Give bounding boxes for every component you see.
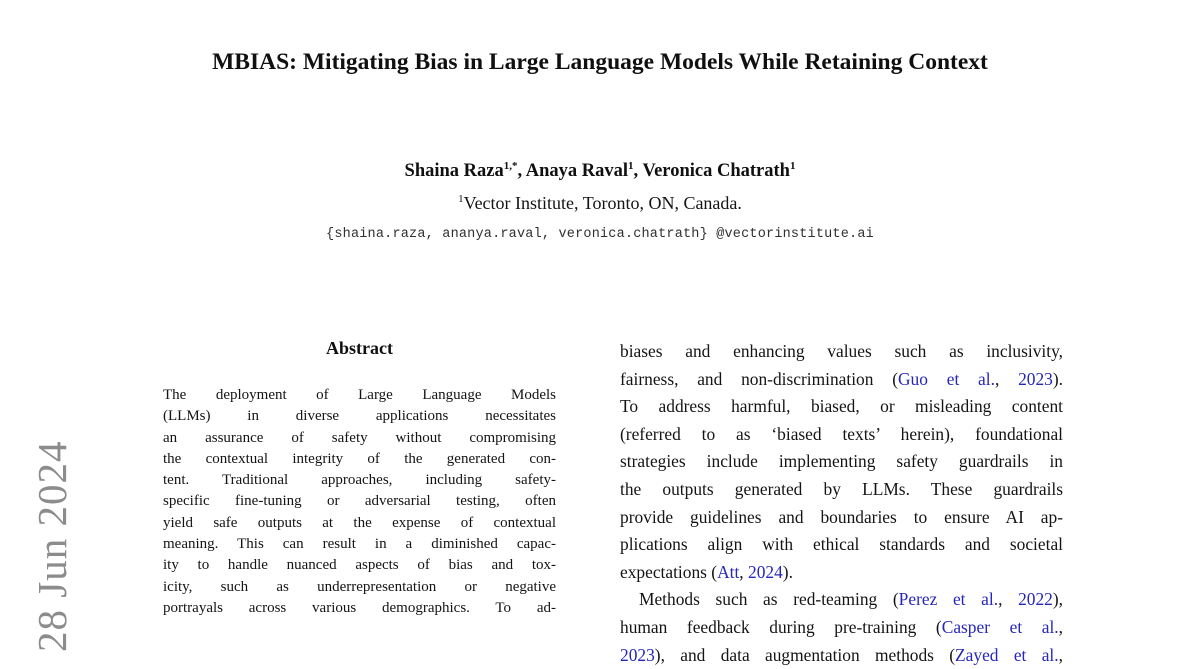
abstract-line: icity, such as underrepresentation or negative (163, 578, 556, 595)
body-text-segment: human feedback during pre-training ( (620, 616, 942, 637)
body-text-segment: , (1058, 616, 1063, 637)
affiliation-text: Vector Institute, Toronto, ON, Canada. (463, 193, 742, 213)
body-text-segment: the outputs generated by LLMs. These guardrails (620, 478, 1063, 499)
body-text-line (620, 614, 1063, 642)
citation-link[interactable]: Guo et al. (898, 368, 995, 389)
abstract-text (163, 385, 556, 619)
body-text-segment: fairness, and non-discrimination ( (620, 368, 898, 389)
body-text-segment: ). (782, 561, 793, 582)
body-text-line (620, 476, 1063, 504)
body-text-segment: ). (1052, 368, 1063, 389)
arxiv-date-watermark: 28 Jun 2024 (29, 440, 75, 652)
body-text-segment: ), and data augmentation methods ( (654, 644, 956, 665)
abstract-line: yield safe outputs at the expense of contextual (163, 514, 556, 531)
abstract-line: specific fine-tuning or adversarial testing, often (163, 493, 556, 510)
citation-link[interactable]: Zayed et al. (955, 644, 1059, 665)
author-name: Veronica Chatrath (642, 161, 790, 181)
citation-link[interactable]: 2022 (1018, 589, 1053, 610)
citation-link[interactable]: 2024 (748, 561, 783, 582)
body-column (620, 338, 1063, 669)
citation-link[interactable]: 2023 (1018, 368, 1053, 389)
body-text-line (620, 586, 1063, 614)
abstract-column (163, 336, 556, 619)
abstract-line: the contextual integrity of the generated con- (163, 450, 556, 467)
body-text-segment: (referred to as ‘biased texts’ herein), foundational (620, 423, 1063, 444)
author-name: Anaya Raval (525, 161, 629, 181)
abstract-line: an assurance of safety without compromising (163, 429, 556, 446)
citation-link[interactable]: 2023 (620, 644, 655, 665)
body-text-line (620, 366, 1063, 394)
email-line: {shaina.raza, ananya.raval, veronica.chatrath} @vectorinstitute.ai (326, 227, 874, 242)
body-text-segment: , (998, 589, 1019, 610)
body-text-segment: To address harmful, biased, or misleading content (620, 396, 1063, 417)
body-text-segment: biases and enhancing values such as inclusivity, (620, 341, 1063, 361)
body-text-line (620, 642, 1063, 669)
citation-link[interactable]: Casper et al. (941, 616, 1059, 637)
body-text-line (620, 338, 1063, 366)
author-superscript: 1,* (503, 160, 518, 172)
citation-link[interactable]: Perez et al. (898, 589, 999, 610)
body-text-segment: , (1058, 644, 1063, 665)
author-superscript: 1 (628, 160, 634, 172)
affiliation (0, 193, 1200, 214)
abstract-line: (LLMs) in diverse applications necessitates (163, 408, 556, 425)
citation-link[interactable]: Att (717, 561, 740, 582)
body-text-segment: ), (1052, 589, 1063, 610)
body-text-line (620, 421, 1063, 449)
abstract-heading: Abstract (326, 338, 393, 358)
body-text-segment: Methods such as red-teaming ( (639, 589, 899, 610)
body-text-segment: plications align with ethical standards and societal (620, 534, 1063, 555)
body-text-line (620, 393, 1063, 421)
body-text-segment: expectations ( (620, 561, 718, 582)
paper-title: MBIAS: Mitigating Bias in Large Language Models While Retaining Context (212, 49, 988, 75)
body-text-line (620, 559, 1063, 587)
abstract-line: tent. Traditional approaches, including safety- (163, 472, 556, 489)
author-separator: , (633, 161, 643, 181)
body-text-segment: provide guidelines and boundaries to ensure AI ap- (620, 506, 1063, 527)
author-separator: , (517, 161, 526, 181)
abstract-line: The deployment of Large Language Models (163, 387, 556, 403)
abstract-line: meaning. This can result in a diminished capac- (163, 536, 556, 553)
body-text-line (620, 448, 1063, 476)
body-text-line (620, 504, 1063, 532)
body-text-segment: strategies include implementing safety guardrails in (620, 451, 1063, 472)
authors-line (0, 161, 1200, 182)
body-text-line (620, 531, 1063, 559)
author-superscript: 1 (789, 160, 796, 172)
abstract-line: portrayals across various demographics. To ad- (163, 599, 556, 616)
author-name: Shaina Raza (404, 161, 504, 181)
abstract-line: ity to handle nuanced aspects of bias and tox- (163, 557, 556, 574)
affiliation-superscript: 1 (458, 193, 464, 205)
body-text-segment: , (739, 561, 748, 582)
body-text-segment: , (994, 368, 1019, 389)
